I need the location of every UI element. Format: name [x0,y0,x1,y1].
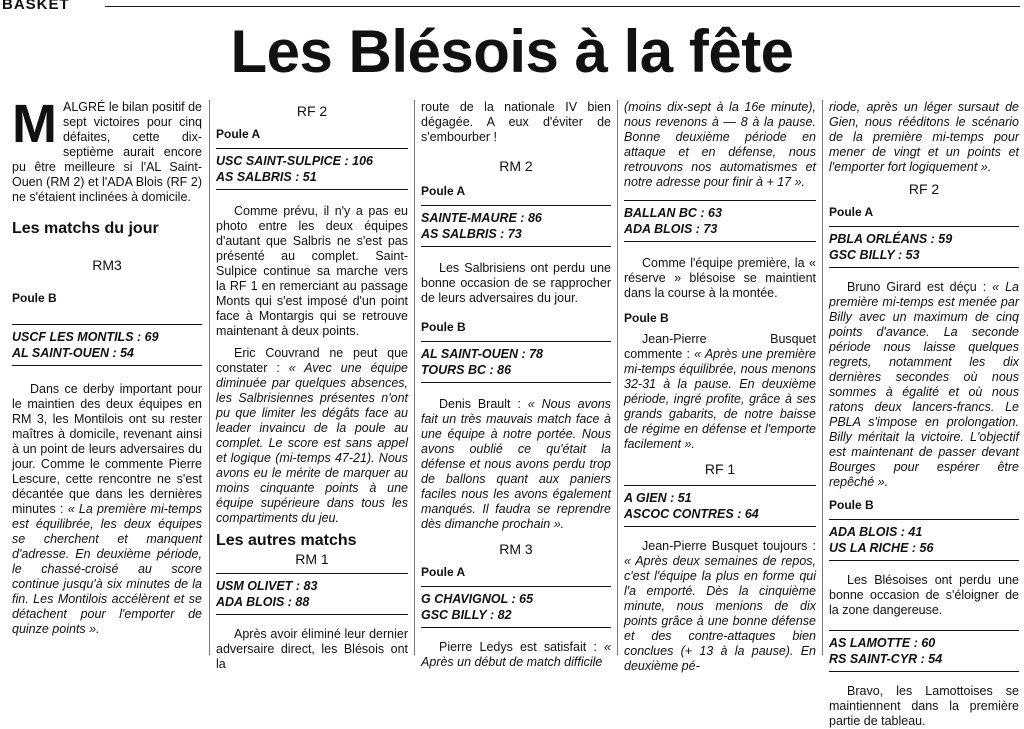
column-2 [216,100,408,671]
section-title-autres-matchs: Les autres matchs [216,532,357,549]
article-paragraph: Eric Couvrand ne peut que constater : « Avec une équipe diminuée par quelques absences, les Salbrisiennes présentes n'ont pu que limiter les dégâts face au leader invaincu de la poule au complet. Le score est sans appel et logique (mi-temps 47-21). Nous avons eu le mérite de marquer au moins cinquante points à une équipe supérieure dans tous les compartiments du jeu. [216,346,408,525]
poule-label: Poule A [421,565,466,579]
score-box: BALLAN BC : 63 ADA BLOIS : 73 [624,200,816,242]
column-divider [209,100,210,655]
column-divider [617,100,618,655]
league-rf1: RF 1 [704,461,736,477]
article-paragraph: Jean-Pierre Busquet commente : « Après une première mi-temps équilibrée, nous menons 32-31 à la pause. En deuxième période, ingré profite, grâce à ses grands gabarits, de notre baisse de régime en défense et l'emporte facilement ». [624,332,816,451]
column-divider [822,100,823,655]
article-paragraph: (moins dix-sept à la 16e minute), nous revenons à — 8 à la pause. Bonne deuxième période en attaque et en défense, nous retrouvons nos automatismes et notre adresse pour finir à + 17 ». [624,100,816,189]
poule-label: Poule A [829,205,874,219]
article-paragraph: Jean-Pierre Busquet toujours : « Après deux semaines de repos, c'est l'équipe la plus en forme qui l'a emporté. Dès la cinquième minute, nous menions de dix points grâce à une bonne défense et des contre-attaques bien conclues (+ 13 à la pause). En deuxième pé- [624,539,816,673]
column-divider [414,100,415,655]
poule-label: Poule B [421,320,466,334]
league-rm1: RM 1 [295,551,329,567]
score-box: USC SAINT-SULPICE : 106 AS SALBRIS : 51 [216,148,408,190]
column-3 [421,100,612,669]
score-box: AS LAMOTTE : 60 RS SAINT-CYR : 54 [829,630,1019,672]
league-rm3: RM3 [92,257,122,273]
article-paragraph: Comme l'équipe première, la « réserve » blésoise se maintient dans la course à la montée. [624,256,816,300]
column-4 [624,100,816,673]
poule-label: Poule B [829,498,874,512]
poule-label: Poule A [421,184,466,198]
article-paragraph: Bruno Girard est déçu : « La première mi-temps est menée par Billy avec un maximum de cinq points d'avance. La seconde période nous laisse quelques regrets, notamment les dix dernières secondes où nous sommes à égalité et où nous ratons deux lancers-francs. Le PBLA s'impose en prolongation. Billy méritait la victoire. L'objectif est maintenant de passer devant Bourges pour espérer être repêché ». [829,280,1019,489]
league-rf2: RF 2 [908,181,940,197]
headline: Les Blésois à la fête [230,18,794,85]
poule-label: Poule A [216,127,261,141]
article-paragraph: Pierre Ledys est satisfait : « Après un début de match difficile [421,640,611,669]
dropcap: M [12,94,57,154]
column-1 [12,94,202,655]
score-box: G CHAVIGNOL : 65 GSC BILLY : 82 [421,586,611,628]
section-rubric: BASKET [2,0,70,13]
article-paragraph: Dans ce derby important pour le maintien des deux équipes en RM 3, les Montilois ont su rester maîtres à domicile, revenant ainsi à un point de leurs adversaires du jour. Comme le commente Pierre Lescure, cette rencontre ne s'est décantée que dans les dernières minutes : « La première mi-temps est équilibrée, les deux équipes se cherchent et manquent d'adresse. En deuxième période, le chassé-croisé au score continue jusqu'à six minutes de la fin. Les Montilois accélèrent et se détachent pour l'emporter de quinze points ». [12,382,202,636]
article-paragraph: route de la nationale IV bien dégagée. A eux d'éviter de s'embourber ! [421,100,611,144]
score-box: AL SAINT-OUEN : 78 TOURS BC : 86 [421,341,611,383]
article-paragraph: riode, après un léger sursaut de Gien, nous rééditons le scénario de la première mi-temps pour mener de vingt et un points et l'emporter fort logiquement ». [829,100,1019,174]
league-rm3: RM 3 [499,541,533,557]
article-paragraph: Denis Brault : « Nous avons fait un très mauvais match face à une équipe à notre portée. Nous avons oublié ce qu'était la défense et nous avons perdu trop de ballons quant aux paniers faciles nous les avons également manqués. Il faudra se reprendre dès dimanche prochain ». [421,397,612,531]
poule-label: Poule B [624,311,669,325]
league-rm2: RM 2 [499,158,533,174]
article-paragraph: Comme prévu, il n'y a pas eu photo entre les deux équipes d'autant que Salbris ne s'est pas présenté au complet. Saint-Sulpice continue sa marche vers la RF 1 en remerciant au passage Monts qui s'est imposé d'un point face à Montargis qui se retrouve maintenant à deux points. [216,204,408,338]
league-rf2: RF 2 [296,103,328,119]
score-box: A GIEN : 51 ASCOC CONTRES : 64 [624,485,816,527]
article-paragraph: Les Salbrisiens ont perdu une bonne occasion de se rapprocher de leurs adversaires du jour. [421,261,611,305]
section-title-matchs-du-jour: Les matchs du jour [12,220,159,237]
score-box: USM OLIVET : 83 ADA BLOIS : 88 [216,573,408,615]
article-paragraph: Bravo, les Lamottoises se maintiennent dans la première partie de tableau. [829,684,1019,728]
article-paragraph: Après avoir éliminé leur dernier adversaire direct, les Blésois ont la [216,627,408,671]
column-5 [829,100,1019,728]
intro-paragraph: MALGRÉ le bilan positif de sept victoires pour cinq défaites, cette dix-septième aurait encore pu être meilleure si l'AL Saint-Ouen (RM 2) et l'ADA Blois (RF 2) ne s'étaient inclinées à domicile. [12,94,202,204]
score-box: PBLA ORLÉANS : 59 GSC BILLY : 53 [829,226,1019,268]
score-box: USCF LES MONTILS : 69 AL SAINT-OUEN : 54 [12,324,202,366]
top-rule [105,6,1020,7]
score-box: ADA BLOIS : 41 US LA RICHE : 56 [829,519,1019,561]
score-box: SAINTE-MAURE : 86 AS SALBRIS : 73 [421,205,611,247]
article-paragraph: Les Blésoises ont perdu une bonne occasion de s'éloigner de la zone dangereuse. [829,573,1019,617]
poule-label: Poule B [12,291,57,305]
